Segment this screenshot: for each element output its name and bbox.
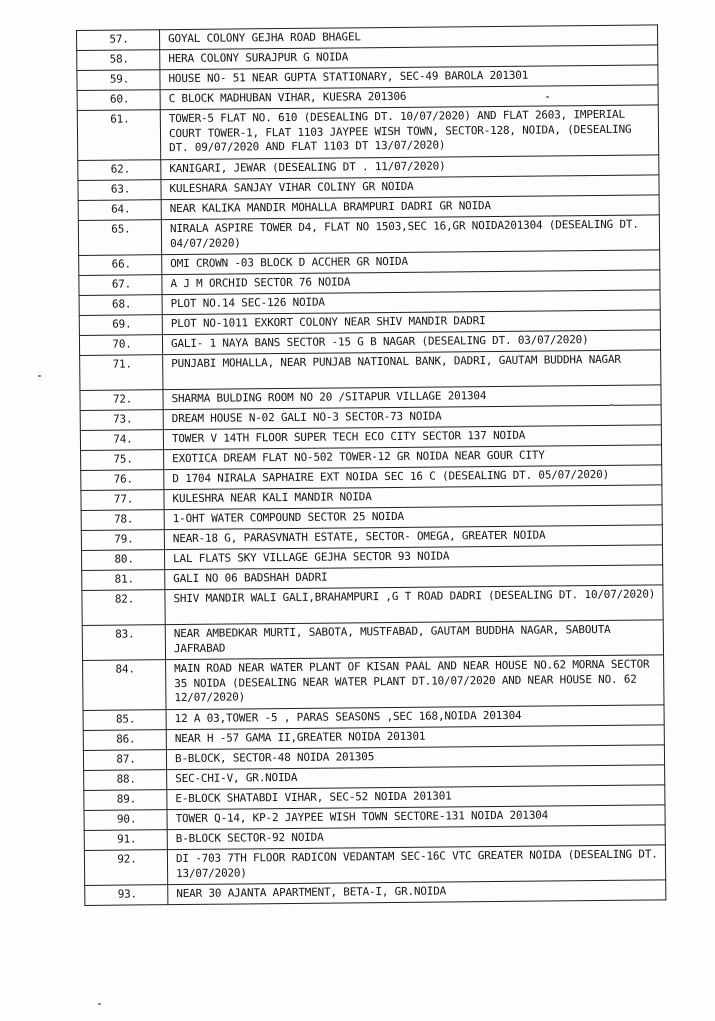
address-cell: TOWER V 14TH FLOOR SUPER TECH ECO CITY SECTOR 137 NOIDA [163, 425, 661, 450]
address-cell: TOWER Q-14, KP-2 JAYPEE WISH TOWN SECTORE-131 NOIDA 201304 [167, 805, 665, 830]
address-cell: NEAR AMBEDKAR MURTI, SABOTA, MUSTFABAD, GAUTAM BUDDHA NAGAR, SABOUTA JAFRABAD [165, 620, 663, 660]
address-table [76, 24, 666, 906]
serial-number: 57. [77, 30, 160, 51]
address-cell: SHIV MANDIR WALI GALI,BRAHAMPURI ,G T ROAD DADRI (DESEALING DT. 10/07/2020) [165, 585, 663, 625]
table-row [82, 585, 663, 626]
address-cell: NEAR H -57 GAMA II,GREATER NOIDA 201301 [166, 725, 664, 750]
scan-speck [98, 1003, 101, 1005]
serial-number: 80. [81, 550, 164, 571]
table-row [80, 350, 661, 391]
address-cell: HOUSE NO- 51 NEAR GUPTA STATIONARY, SEC-49 BAROLA 201301 [160, 65, 658, 90]
address-cell: DREAM HOUSE N-02 GALI NO-3 SECTOR-73 NOIDA [163, 405, 661, 430]
scan-speck [546, 96, 549, 98]
address-cell: B-BLOCK SECTOR-92 NOIDA [167, 825, 665, 850]
serial-number: 60. [77, 90, 160, 111]
address-cell: SHARMA BULDING ROOM NO 20 /SITAPUR VILLAGE 201304 [163, 385, 661, 410]
serial-number: 59. [77, 70, 160, 91]
table-row [77, 105, 658, 161]
serial-number: 72. [80, 390, 163, 411]
serial-number: 66. [79, 255, 162, 276]
address-cell: TOWER-5 FLAT NO. 610 (DESEALING DT. 10/07/2020) AND FLAT 2603, IMPERIAL COURT TOWER-1, FLAT 1103 JAYPEE WISH TOWN, SECTOR-128, NOIDA, (DESEALING DT. 09/07/2020 AND FLAT 1103 DT 13/07/2020) [160, 105, 658, 160]
address-cell: PLOT NO-1011 EXKORT COLONY NEAR SHIV MANDIR DADRI [162, 310, 660, 335]
address-cell: KANIGARI, JEWAR (DESEALING DT . 11/07/2020) [161, 155, 659, 180]
address-cell: PLOT NO.14 SEC-126 NOIDA [162, 290, 660, 315]
address-cell: DI -703 7TH FLOOR RADICON VEDANTAM SEC-16C VTC GREATER NOIDA (DESEALING DT. 13/07/2020) [167, 845, 665, 885]
serial-number: 70. [79, 335, 162, 356]
serial-number: 71. [80, 355, 163, 391]
serial-number: 88. [84, 770, 167, 791]
serial-number: 85. [83, 710, 166, 731]
serial-number: 63. [78, 180, 161, 201]
serial-number: 78. [81, 510, 164, 531]
address-cell: E-BLOCK SHATABDI VIHAR, SEC-52 NOIDA 201301 [167, 785, 665, 810]
address-cell: MAIN ROAD NEAR WATER PLANT OF KISAN PAAL AND NEAR HOUSE NO.62 MORNA SECTOR 35 NOIDA (DESEALING NEAR WATER PLANT DT.10/07/2020 AND NEAR HOUSE NO. 62 12/07/2020) [166, 655, 664, 710]
table-row [82, 620, 663, 661]
table-row [78, 215, 659, 256]
serial-number: 58. [77, 50, 160, 71]
address-cell: KULESHARA SANJAY VIHAR COLINY GR NOIDA [161, 175, 659, 200]
serial-number: 90. [84, 810, 167, 831]
serial-number: 65. [78, 220, 161, 256]
serial-number: 82. [82, 590, 165, 626]
serial-number: 74. [80, 430, 163, 451]
address-cell: 12 A 03,TOWER -5 , PARAS SEASONS ,SEC 168,NOIDA 201304 [166, 705, 664, 730]
serial-number: 92. [84, 850, 167, 886]
address-cell: NEAR-18 G, PARASVNATH ESTATE, SECTOR- OMEGA, GREATER NOIDA [164, 525, 662, 550]
address-cell: KULESHRA NEAR KALI MANDIR NOIDA [164, 485, 662, 510]
address-cell: NEAR 30 AJANTA APARTMENT, BETA-I, GR.NOIDA [168, 880, 666, 905]
address-cell: OMI CROWN -03 BLOCK D ACCHER GR NOIDA [162, 250, 660, 275]
serial-number: 93. [85, 885, 168, 906]
address-cell: SEC-CHI-V, GR.NOIDA [167, 765, 665, 790]
serial-number: 86. [83, 730, 166, 751]
address-cell: D 1704 NIRALA SAPHAIRE EXT NOIDA SEC 16 C (DESEALING DT. 05/07/2020) [164, 465, 662, 490]
serial-number: 76. [81, 470, 164, 491]
serial-number: 69. [79, 315, 162, 336]
serial-number: 62. [78, 160, 161, 181]
serial-number: 89. [84, 790, 167, 811]
address-cell: A J M ORCHID SECTOR 76 NOIDA [162, 270, 660, 295]
serial-number: 67. [79, 275, 162, 296]
address-cell: PUNJABI MOHALLA, NEAR PUNJAB NATIONAL BANK, DADRI, GAUTAM BUDDHA NAGAR [163, 350, 661, 390]
serial-number: 79. [81, 530, 164, 551]
address-cell: LAL FLATS SKY VILLAGE GEJHA SECTOR 93 NOIDA [164, 545, 662, 570]
serial-number: 87. [83, 750, 166, 771]
serial-number: 61. [77, 110, 160, 161]
serial-number: 73. [80, 410, 163, 431]
address-cell: HERA COLONY SURAJPUR G NOIDA [160, 45, 658, 70]
scan-speck [610, 404, 613, 406]
address-cell: GALI- 1 NAYA BANS SECTOR -15 G B NAGAR (DESEALING DT. 03/07/2020) [162, 330, 660, 355]
address-cell: GALI NO 06 BADSHAH DADRI [165, 565, 663, 590]
address-cell: 1-OHT WATER COMPOUND SECTOR 25 NOIDA [164, 505, 662, 530]
address-cell: EXOTICA DREAM FLAT NO-502 TOWER-12 GR NOIDA NEAR GOUR CITY [164, 445, 662, 470]
serial-number: 68. [79, 295, 162, 316]
scan-speck [38, 375, 41, 377]
table-row [84, 845, 665, 886]
serial-number: 81. [82, 570, 165, 591]
serial-number: 75. [81, 450, 164, 471]
address-cell: GOYAL COLONY GEJHA ROAD BHAGEL [160, 25, 658, 50]
address-cell: NIRALA ASPIRE TOWER D4, FLAT NO 1503,SEC 16,GR NOIDA201304 (DESEALING DT. 04/07/2020) [161, 215, 659, 255]
table-row [85, 880, 666, 906]
address-cell: C BLOCK MADHUBAN VIHAR, KUESRA 201306 [160, 85, 658, 110]
address-cell: NEAR KALIKA MANDIR MOHALLA BRAMPURI DADRI GR NOIDA [161, 195, 659, 220]
serial-number: 77. [81, 490, 164, 511]
serial-number: 91. [84, 830, 167, 851]
serial-number: 83. [82, 625, 165, 661]
table-row [83, 655, 664, 711]
address-cell: B-BLOCK, SECTOR-48 NOIDA 201305 [166, 745, 664, 770]
serial-number: 84. [83, 660, 166, 711]
serial-number: 64. [78, 200, 161, 221]
